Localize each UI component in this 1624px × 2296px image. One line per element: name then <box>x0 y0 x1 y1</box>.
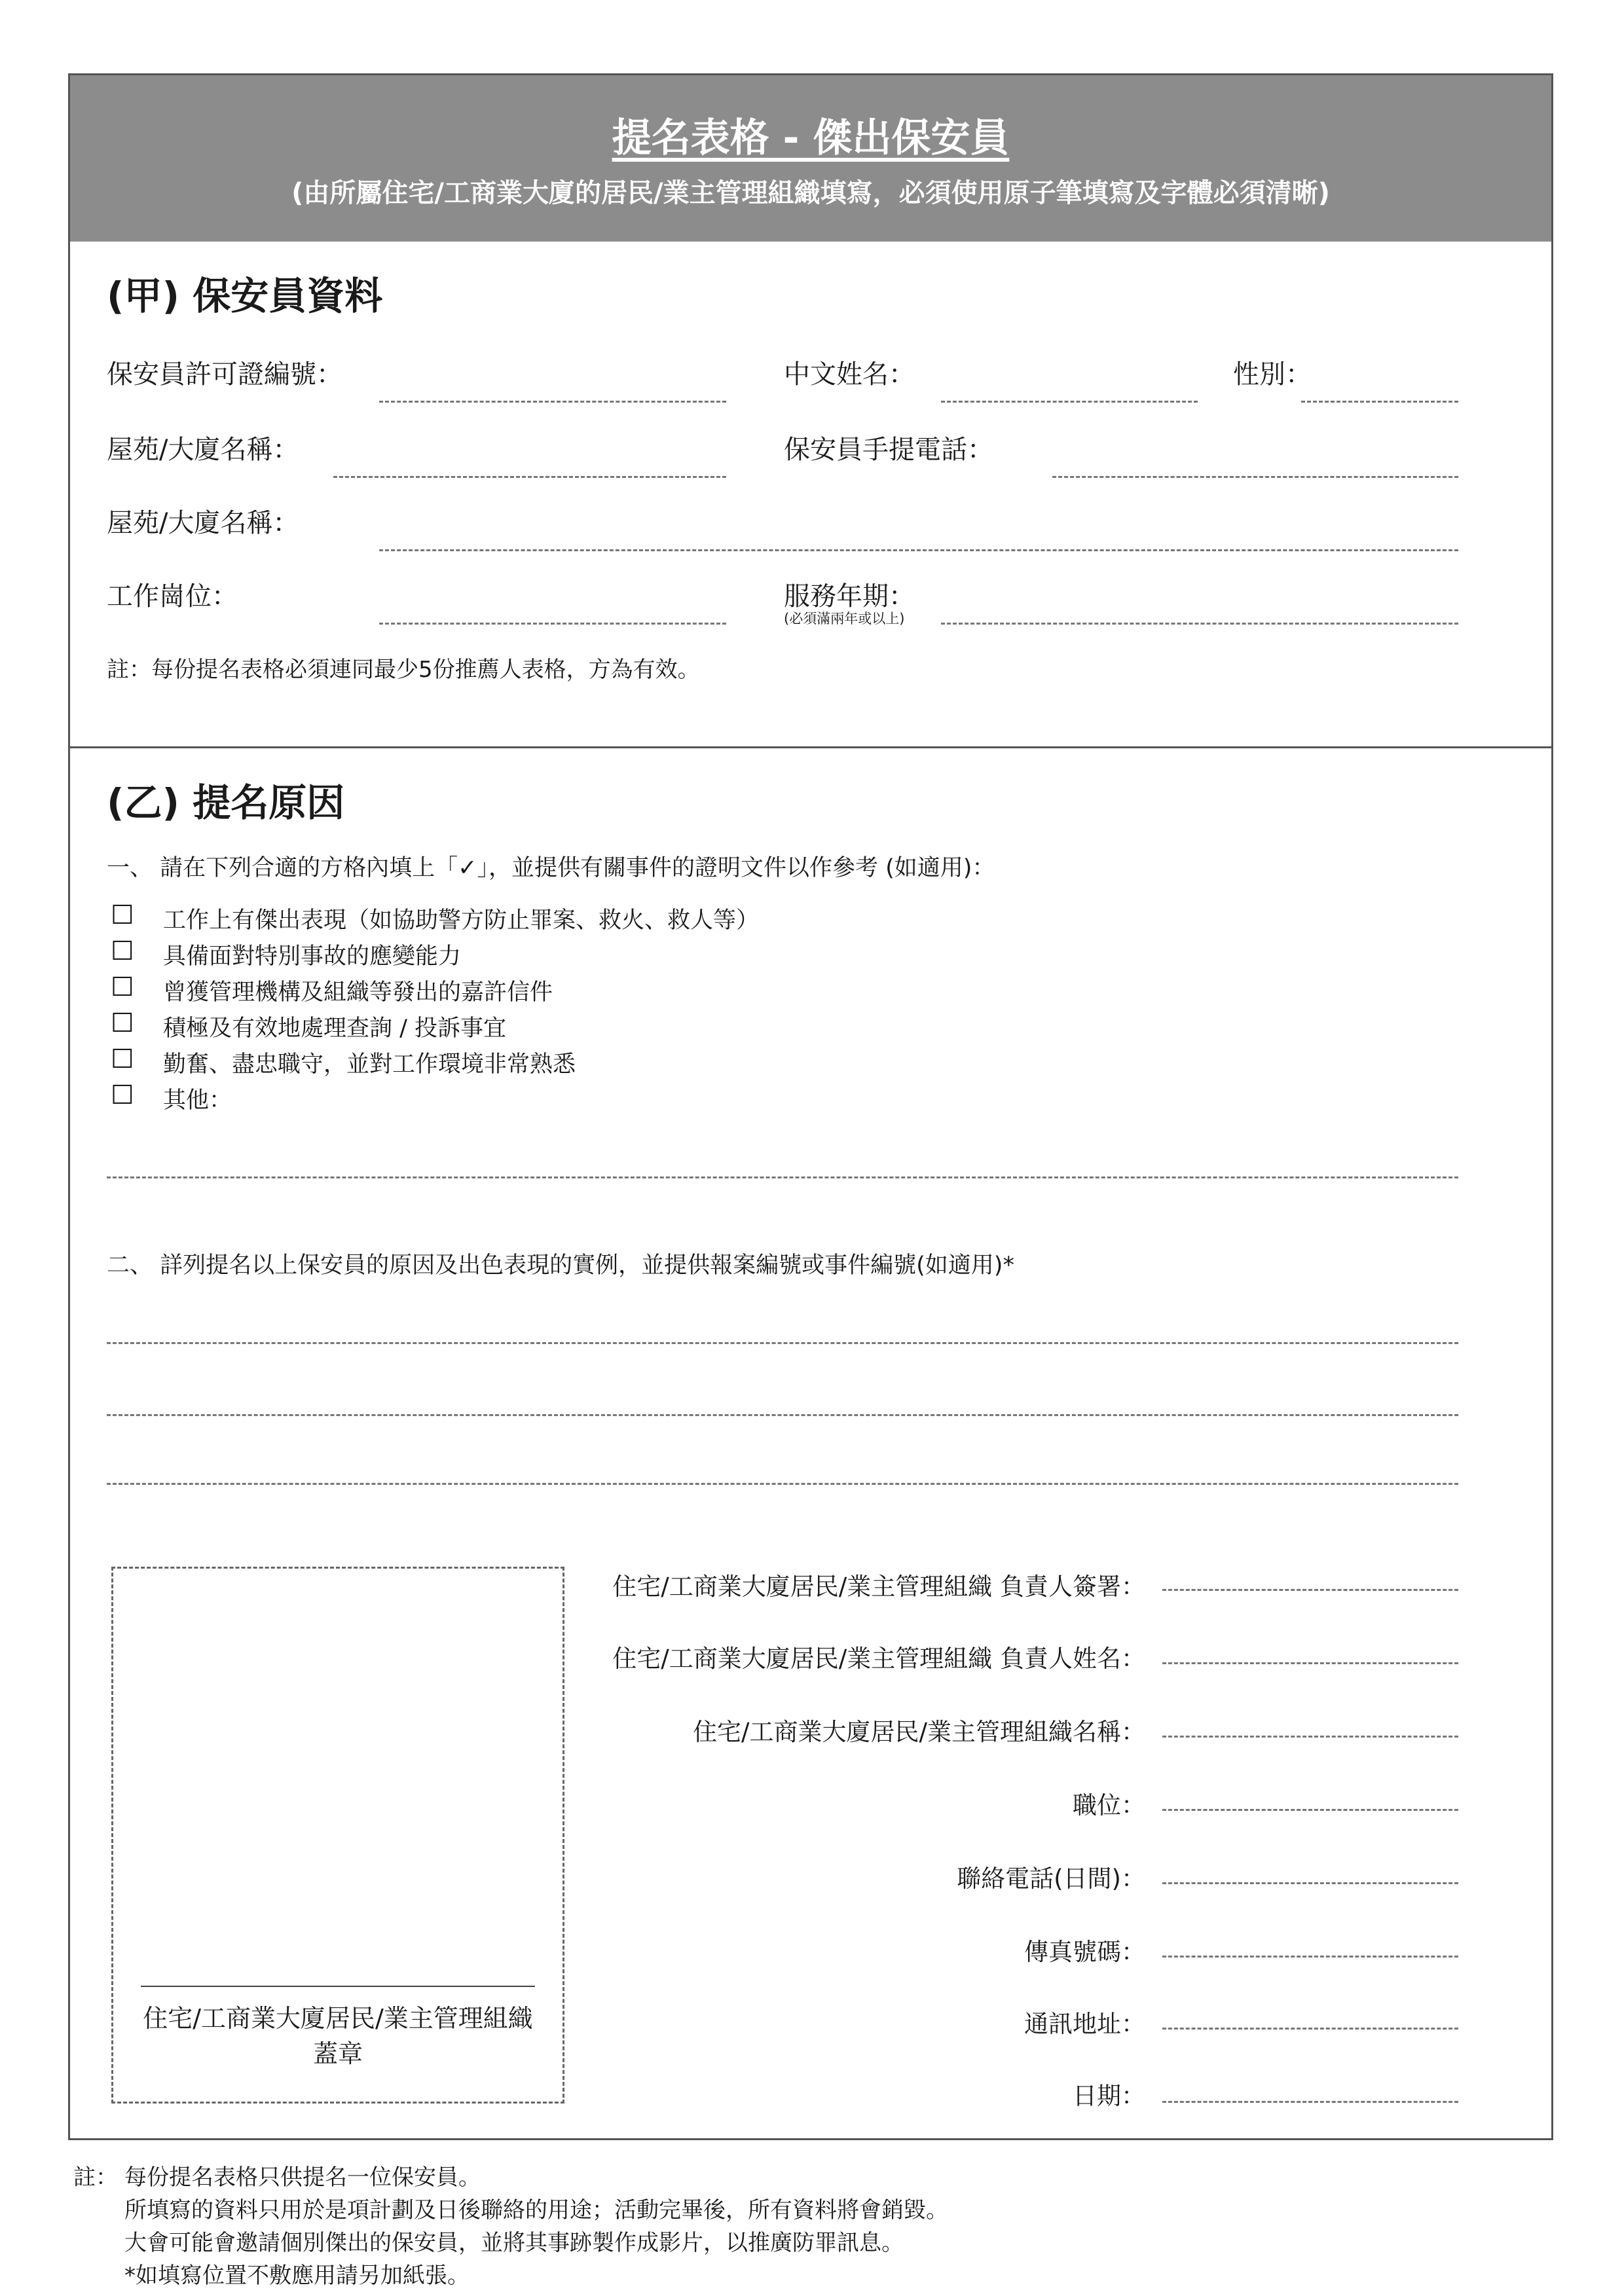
option-label: 具備面對特別事故的應變能力 <box>163 943 462 970</box>
signatory-name-label: 住宅/工商業大廈居民/業主管理組織 負責人姓名： <box>612 1645 1145 1673</box>
seal-caption <box>113 2001 563 2071</box>
question-1: 一、 請在下列合適的方格內填上「✓」，並提供有關事件的證明文件以作參考 (如適用)： <box>107 855 995 881</box>
checkbox[interactable]: ☐ <box>111 1080 134 1110</box>
checkbox[interactable]: ☐ <box>111 1044 134 1074</box>
estate-name-field-1[interactable] <box>333 476 726 478</box>
signatory-signature-label: 住宅/工商業大廈居民/業主管理組織 負責人簽署： <box>612 1573 1145 1601</box>
daytime-phone-field[interactable] <box>1162 1882 1458 1884</box>
license-no-field[interactable] <box>379 401 726 403</box>
question-2: 二、 詳列提名以上保安員的原因及出色表現的實例，並提供報案編號或事件編號(如適用)* <box>107 1252 1014 1279</box>
option-label: 勤奮、盡忠職守，並對工作環境非常熟悉 <box>163 1051 576 1078</box>
gender-field[interactable] <box>1301 401 1458 403</box>
other-reason-field[interactable] <box>107 1176 1458 1178</box>
signatory-name-field[interactable] <box>1162 1662 1458 1664</box>
form-header <box>70 75 1551 242</box>
mobile-field[interactable] <box>1052 476 1458 478</box>
date-field[interactable] <box>1162 2101 1458 2103</box>
option-row-4[interactable] <box>111 1008 507 1042</box>
form-frame <box>68 73 1553 2140</box>
option-label: 工作上有傑出表現（如協助警方防止罪案、救火、救人等） <box>163 907 760 934</box>
position-field[interactable] <box>1162 1809 1458 1811</box>
option-label: 積極及有效地處理查詢 / 投訴事宜 <box>163 1015 507 1042</box>
checkbox[interactable]: ☐ <box>111 936 134 966</box>
option-label: 曾獲管理機構及組織等發出的嘉許信件 <box>163 979 553 1006</box>
option-row-5[interactable] <box>111 1044 576 1078</box>
chinese-name-field[interactable] <box>941 401 1198 403</box>
checkbox[interactable]: ☐ <box>111 1008 134 1038</box>
estate-name-field-2[interactable] <box>379 549 1458 551</box>
footer-note-label: 註： <box>73 2164 118 2191</box>
reason-line-2[interactable] <box>107 1414 1458 1416</box>
option-row-2[interactable] <box>111 936 462 970</box>
option-row-6[interactable] <box>111 1080 232 1114</box>
section-divider <box>70 746 1551 748</box>
post-label: 工作崗位： <box>107 581 238 611</box>
seal-caption-line-2: 蓋章 <box>312 2039 363 2068</box>
position-label: 職位： <box>1073 1791 1145 1819</box>
organization-name-field[interactable] <box>1162 1736 1458 1738</box>
footer-note-3: 大會可能會邀請個別傑出的保安員，並將其事跡製作成影片，以推廣防罪訊息。 <box>124 2230 904 2256</box>
fax-field[interactable] <box>1162 1956 1458 1958</box>
seal-caption-line-1: 住宅/工商業大廈居民/業主管理組織 <box>143 2004 533 2033</box>
address-label: 通訊地址： <box>1024 2010 1145 2038</box>
mobile-label: 保安員手提電話： <box>784 435 993 465</box>
signatory-signature-field[interactable] <box>1162 1589 1458 1591</box>
reason-line-1[interactable] <box>107 1342 1458 1344</box>
section-a-note: 註：每份提名表格必須連同最少5份推薦人表格，方為有效。 <box>107 657 700 683</box>
reason-line-3[interactable] <box>107 1483 1458 1485</box>
checkbox[interactable]: ☐ <box>111 972 134 1002</box>
seal-signature-line <box>141 1986 535 1987</box>
option-row-1[interactable] <box>111 900 760 934</box>
fax-label: 傳真號碼： <box>1024 1938 1145 1966</box>
footer-note-4: *如填寫位置不敷應用請另加紙張。 <box>124 2263 470 2289</box>
form-title: 提名表格 - 傑出保安員 <box>612 115 1010 161</box>
license-no-label: 保安員許可證編號： <box>107 359 342 390</box>
option-row-3[interactable] <box>111 972 553 1006</box>
section-b-title: (乙) 提名原因 <box>107 780 345 825</box>
address-field[interactable] <box>1162 2028 1458 2030</box>
date-label: 日期： <box>1073 2082 1145 2110</box>
estate-name-label-1: 屋苑/大廈名稱： <box>107 435 299 465</box>
gender-label: 性別： <box>1233 359 1312 390</box>
seal-box[interactable] <box>111 1567 564 2104</box>
estate-name-label-2: 屋苑/大廈名稱： <box>107 508 299 538</box>
service-years-label: 服務年期： <box>784 581 915 611</box>
option-label: 其他： <box>163 1087 232 1114</box>
chinese-name-label: 中文姓名： <box>784 359 915 390</box>
organization-name-label: 住宅/工商業大廈居民/業主管理組織名稱： <box>693 1718 1145 1746</box>
daytime-phone-label: 聯絡電話(日間)： <box>957 1865 1145 1893</box>
post-field[interactable] <box>379 623 726 625</box>
service-years-field[interactable] <box>941 623 1458 625</box>
footer-note-1: 每份提名表格只供提名一位保安員。 <box>124 2164 481 2191</box>
checkbox[interactable]: ☐ <box>111 900 134 930</box>
section-a-title: (甲) 保安員資料 <box>107 274 383 318</box>
service-years-note: (必須滿兩年或以上) <box>784 611 905 627</box>
footer-note-2: 所填寫的資料只用於是項計劃及日後聯絡的用途；活動完畢後，所有資料將會銷毀。 <box>124 2197 948 2223</box>
form-subtitle: (由所屬住宅/工商業大廈的居民/業主管理組織填寫，必須使用原子筆填寫及字體必須清晰) <box>291 178 1330 208</box>
